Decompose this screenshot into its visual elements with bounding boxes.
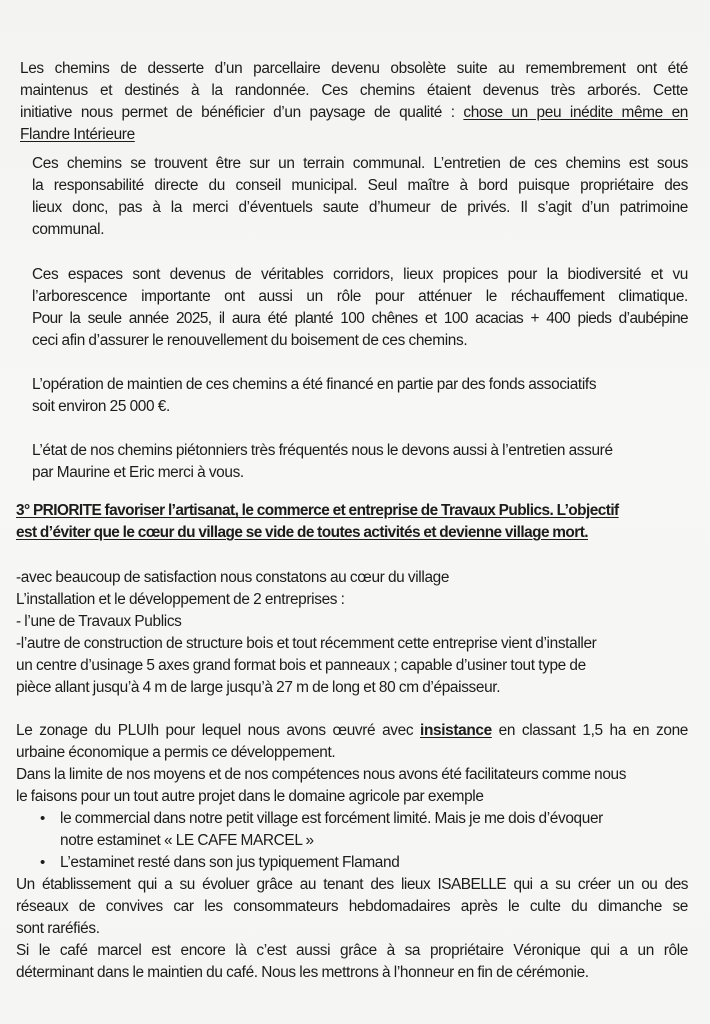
text-line: l’arborescence importante ont aussi un rôle pour atténuer le réchauffement climatique. [32,288,688,305]
text-line: lieux donc, pas à la merci d’éventuels saute d’humeur de privés. Il s’agit d’un patrimoine [32,199,688,216]
text-segment: initiative nous permet de bénéficier d’un paysage de qualité : [20,104,455,121]
bullet-icon: • [40,810,45,827]
text-line: ceci afin d’assurer le renouvellement du boisement de ces chemins. [32,332,468,349]
paragraph-businesses [16,567,688,699]
text-line: notre estaminet « LE CAFE MARCEL » [60,832,314,849]
emphasized-text: insistance [420,722,492,739]
text-line: le commercial dans notre petit village est forcément limité. Mais je me dois d’évoquer [60,810,603,827]
paragraph-cafe-marcel [16,874,688,984]
paragraph-communal-land [32,153,688,241]
list-item [22,852,688,874]
bullet-icon: • [40,854,45,871]
underlined-text: chose un peu inédite même en [463,104,688,121]
text-segment: Le zonage du PLUIh pour lequel nous avons œuvré avec [16,722,414,739]
text-line: Les chemins de desserte d’un parcellaire devenu obsolète suite au remembrement ont été [20,60,688,77]
heading-line: est d’éviter que le cœur du village se vide de toutes activités et devienne village mort. [16,524,589,541]
text-line: un centre d’usinage 5 axes grand format bois et panneaux ; capable d’usiner tout type de [16,657,586,674]
section-heading-priority-3 [16,500,688,544]
text-line: communal. [32,221,105,238]
text-line: L’opération de maintien de ces chemins a été financé en partie par des fonds associatifs [32,376,597,393]
text-line: par Maurine et Eric merci à vous. [32,464,244,481]
text-line: Ces espaces sont devenus de véritables corridors, lieux propices pour la biodiversité et vu [32,266,688,283]
text-segment: en classant 1,5 ha en zone [498,722,688,739]
text-line: la responsabilité directe du conseil municipal. Seul maître à bord puisque propriétaire des [32,177,688,194]
text-line [20,102,688,124]
text-line: -avec beaucoup de satisfaction nous constatons au cœur du village [16,569,450,586]
text-line: - l’une de Travaux Publics [16,613,182,630]
text-line: réseaux de convives car les consommateurs hebdomadaires après le culte du dimanche se [16,898,688,915]
text-line: Pour la seule année 2025, il aura été planté 100 chênes et 100 acacias + 400 pieds d’aubépine [32,310,688,327]
paragraph-zoning [16,720,688,808]
text-line: Dans la limite de nos moyens et de nos compétences nous avons été facilitateurs comme nous [16,766,627,783]
paragraph-maintenance-thanks [32,440,688,484]
text-line: L’estaminet resté dans son jus typiquement Flamand [60,854,400,871]
text-line [16,720,688,742]
bullet-list-commerce [22,808,688,874]
text-line: urbaine économique a permis ce développement. [16,744,336,761]
paragraph-funding [32,374,688,418]
list-item [22,808,688,852]
text-line: -l’autre de construction de structure bois et tout récemment cette entreprise vient d’installer [16,635,597,652]
paragraph-footpaths-intro [20,58,688,146]
text-line: L’état de nos chemins piétonniers très fréquentés nous le devons aussi à l’entretien assuré [32,442,613,459]
underlined-text: Flandre Intérieure [20,126,135,143]
text-line: sont raréfiés. [16,920,100,937]
text-line: soit environ 25 000 €. [32,398,170,415]
text-line: pièce allant jusqu’à 4 m de large jusqu’à 27 m de long et 80 cm d’épaisseur. [16,679,501,696]
text-line: le faisons pour un tout autre projet dans le domaine agricole par exemple [16,788,484,805]
text-line: Un établissement qui a su évoluer grâce au tenant des lieux ISABELLE qui a su créer un ou des [16,876,688,893]
text-line: maintenus et destinés à la randonnée. Ces chemins étaient devenus très arborés. Cette [20,82,688,99]
text-line: Si le café marcel est encore là c’est aussi grâce à sa propriétaire Véronique qui a un rôle [16,942,688,959]
heading-line: 3° PRIORITE favoriser l’artisanat, le commerce et entreprise de Travaux Publics. L’objectif [16,502,619,519]
text-line: Ces chemins se trouvent être sur un terrain communal. L’entretien de ces chemins est sous [32,155,688,172]
text-line: L’installation et le développement de 2 entreprises : [16,591,345,608]
paragraph-biodiversity [32,264,688,352]
text-line: déterminant dans le maintien du café. Nous les mettrons à l’honneur en fin de cérémonie. [16,964,589,981]
text-line [20,124,688,146]
